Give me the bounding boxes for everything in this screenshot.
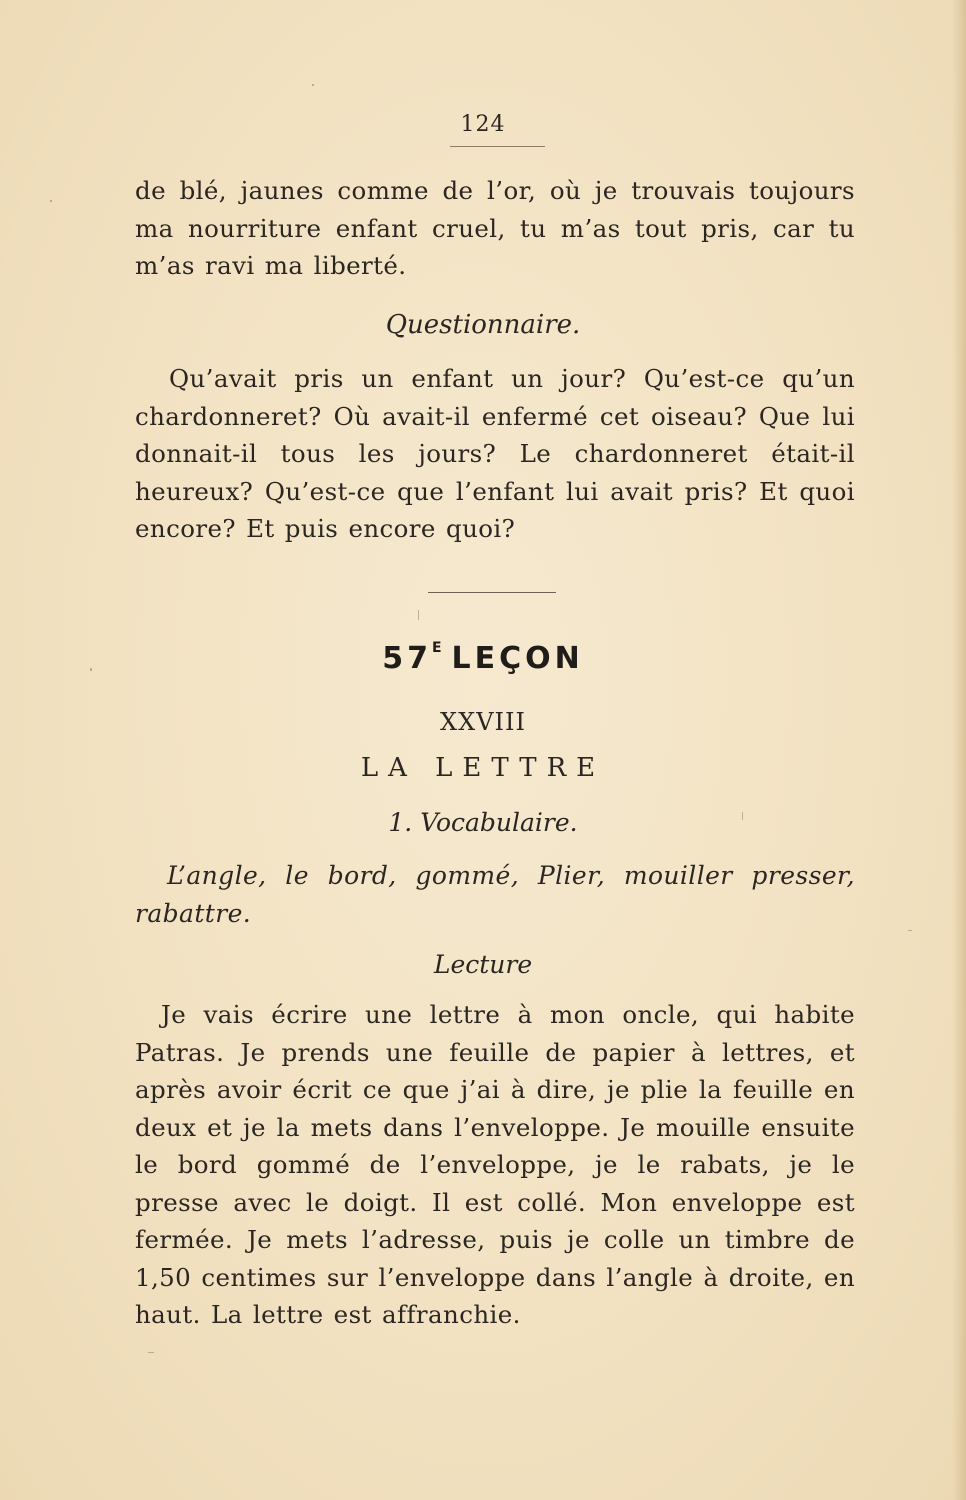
paper-speck	[418, 610, 419, 620]
paper-speck	[90, 668, 92, 671]
paper-speck	[312, 84, 314, 86]
chapter-number: XXVIII	[440, 708, 526, 736]
vocabulary-heading: 1. Vocabulaire.	[388, 808, 578, 837]
paper-speck	[908, 930, 912, 931]
paper-speck	[742, 812, 743, 820]
page-number: 124	[460, 112, 506, 137]
section-divider	[428, 592, 556, 593]
lecture-heading: Lecture	[433, 950, 533, 979]
paper-speck	[148, 1352, 154, 1353]
lesson-heading	[0, 640, 966, 676]
continuation-paragraph: de blé, jaunes comme de l’or, où je trouvais toujours ma nourriture enfant cruel, tu m’as tout pris, car tu m’as ravi ma liberté.	[135, 176, 855, 280]
paper-speck	[50, 200, 52, 202]
chapter-title: LA LETTRE	[360, 753, 606, 783]
questionnaire-heading: Questionnaire.	[385, 310, 581, 340]
lecture-paragraph: Je vais écrire une lettre à mon oncle, qui habite Patras. Je prends une feuille de papier à lettres, et après avoir écrit ce que j’ai à dire, je plie la feuille en deux et je la mets dans l’enveloppe. Je mouille ensuite le bord gommé de l’enveloppe, je le rabats, je le presse avec le doigt. Il est collé. Mon enveloppe est fermée. Je mets l’adresse, puis je colle un timbre de 1,50 centimes sur l’enveloppe dans l’angle à droite, en haut. La lettre est affranchie.	[135, 1000, 855, 1329]
lesson-label: LEÇON	[451, 641, 584, 676]
page-edge-shadow	[952, 0, 966, 1500]
vocabulary-paragraph: L’angle, le bord, gommé, Plier, mouiller presser, rabattre.	[135, 861, 855, 928]
lesson-number: 57	[382, 641, 432, 676]
lesson-superscript: E	[431, 640, 442, 656]
questionnaire-paragraph: Qu’avait pris un enfant un jour? Qu’est-ce qu’un chardonneret? Où avait-il enfermé cet oiseau? Que lui donnait-il tous les jours? Le chardonneret était-il heureux? Qu’est-ce que l’enfant lui avait pris? Et quoi encore? Et puis encore quoi?	[135, 364, 855, 543]
page-number-rule	[450, 146, 545, 147]
